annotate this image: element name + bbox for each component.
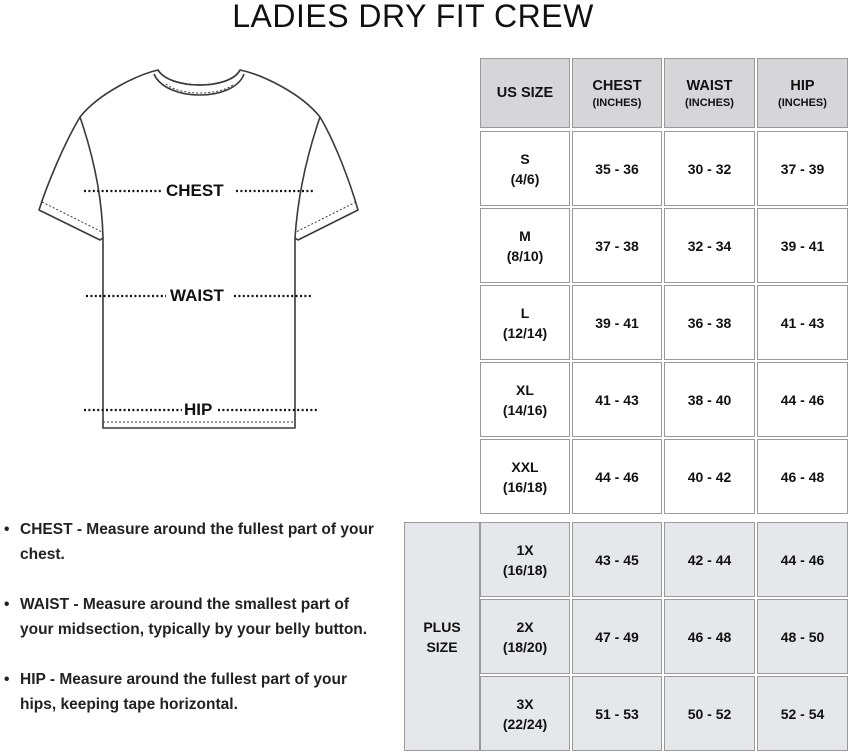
size-cell xyxy=(480,522,570,597)
plus-size-line: PLUS xyxy=(423,618,461,635)
size-alt-label: (18/20) xyxy=(502,638,548,655)
hip-value: 39 - 41 xyxy=(780,237,825,254)
hip-value: 52 - 54 xyxy=(780,705,825,722)
list-item: • CHEST - Measure around the fullest part of your chest. xyxy=(4,521,374,563)
size-cell xyxy=(480,208,570,283)
size-cell xyxy=(480,285,570,360)
hip-value: 37 - 39 xyxy=(780,160,825,177)
tshirt-icon xyxy=(30,62,370,434)
waist-cell xyxy=(664,599,755,674)
chest-cell xyxy=(572,676,662,751)
hip-cell xyxy=(757,676,848,751)
chest-value: 47 - 49 xyxy=(595,628,639,645)
header-unit: (INCHES) xyxy=(685,97,734,109)
chest-value: 39 - 41 xyxy=(595,314,639,331)
size-label: 1X xyxy=(516,541,534,558)
chest-cell xyxy=(572,522,662,597)
waist-value: 38 - 40 xyxy=(687,391,732,408)
plus-size-label xyxy=(404,522,480,751)
header-label: WAIST xyxy=(686,78,733,94)
size-label: XXL xyxy=(511,458,539,475)
hip-value: 46 - 48 xyxy=(780,468,825,485)
chest-cell xyxy=(572,285,662,360)
waist-value: 50 - 52 xyxy=(687,705,732,722)
waist-cell xyxy=(664,439,755,514)
chest-cell xyxy=(572,439,662,514)
waist-cell xyxy=(664,285,755,360)
hip-cell xyxy=(757,522,848,597)
measurement-instructions xyxy=(4,517,384,742)
size-alt-label: (8/10) xyxy=(506,247,544,264)
size-cell xyxy=(480,599,570,674)
size-alt-label: (12/14) xyxy=(502,324,548,341)
hip-measure-label: HIP xyxy=(184,400,213,419)
waist-cell xyxy=(664,208,755,283)
hip-cell xyxy=(757,131,848,206)
table-header-cell xyxy=(664,58,755,128)
size-label: S xyxy=(520,150,530,167)
header-label: US SIZE xyxy=(496,85,554,101)
list-item: • WAIST - Measure around the smallest part of your midsection, typically by your belly button. xyxy=(4,596,368,638)
hip-cell xyxy=(757,599,848,674)
size-alt-label: (14/16) xyxy=(502,401,548,418)
waist-value: 30 - 32 xyxy=(687,160,732,177)
chest-value: 44 - 46 xyxy=(595,468,639,485)
waist-value: 40 - 42 xyxy=(687,468,732,485)
header-label: HIP xyxy=(790,78,815,94)
waist-cell xyxy=(664,362,755,437)
waist-cell xyxy=(664,676,755,751)
waist-value: 42 - 44 xyxy=(687,551,732,568)
waist-value: 32 - 34 xyxy=(687,237,732,254)
header-unit: (INCHES) xyxy=(592,97,642,109)
hip-value: 44 - 46 xyxy=(780,391,825,408)
size-alt-label: (16/18) xyxy=(502,561,548,578)
hip-value: 48 - 50 xyxy=(780,628,825,645)
chest-value: 43 - 45 xyxy=(595,551,639,568)
hip-cell xyxy=(757,285,848,360)
size-cell xyxy=(480,676,570,751)
size-cell xyxy=(480,131,570,206)
waist-measure-label: WAIST xyxy=(170,286,224,305)
size-cell xyxy=(480,439,570,514)
chest-value: 51 - 53 xyxy=(595,705,639,722)
waist-cell xyxy=(664,131,755,206)
chest-cell xyxy=(572,362,662,437)
list-item: • HIP - Measure around the fullest part of your hips, keeping tape horizontal. xyxy=(4,671,347,713)
hip-value: 41 - 43 xyxy=(780,314,825,331)
hip-value: 44 - 46 xyxy=(780,551,825,568)
page-title: LADIES DRY FIT CREW xyxy=(232,0,594,34)
chest-measure-label: CHEST xyxy=(166,181,224,200)
chest-cell xyxy=(572,208,662,283)
header-unit: (INCHES) xyxy=(778,97,827,109)
size-alt-label: (16/18) xyxy=(502,478,548,495)
size-label: M xyxy=(519,227,531,244)
size-label: XL xyxy=(516,381,534,398)
hip-cell xyxy=(757,439,848,514)
waist-cell xyxy=(664,522,755,597)
hip-cell xyxy=(757,362,848,437)
hip-cell xyxy=(757,208,848,283)
plus-size-line: SIZE xyxy=(426,638,458,655)
size-label: 3X xyxy=(516,695,534,712)
size-alt-label: (4/6) xyxy=(510,170,540,187)
chest-cell xyxy=(572,131,662,206)
size-label: 2X xyxy=(516,618,534,635)
size-alt-label: (22/24) xyxy=(502,715,548,732)
chest-value: 35 - 36 xyxy=(595,160,639,177)
waist-value: 46 - 48 xyxy=(687,628,732,645)
header-label: CHEST xyxy=(592,78,642,94)
size-label: L xyxy=(520,304,530,321)
chest-value: 37 - 38 xyxy=(595,237,639,254)
table-header-cell xyxy=(480,58,570,128)
table-header-cell xyxy=(757,58,848,128)
chest-value: 41 - 43 xyxy=(595,391,639,408)
table-header-cell xyxy=(572,58,662,128)
size-cell xyxy=(480,362,570,437)
waist-value: 36 - 38 xyxy=(687,314,732,331)
chest-cell xyxy=(572,599,662,674)
